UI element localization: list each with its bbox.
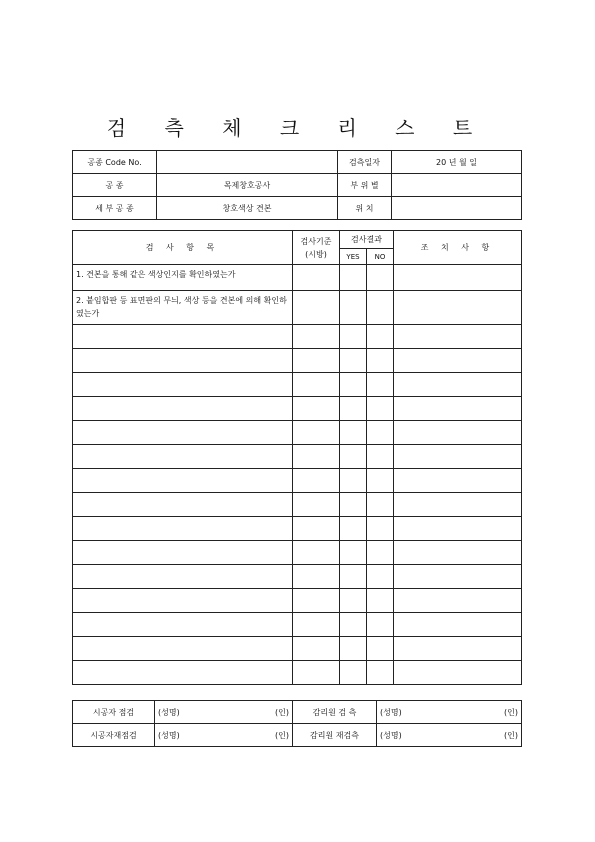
yes-checkbox-cell[interactable] <box>340 265 367 291</box>
table-row <box>73 637 522 661</box>
action-cell[interactable] <box>394 637 522 661</box>
location-label: 위 치 <box>338 197 392 220</box>
table-row <box>73 613 522 637</box>
location-field[interactable] <box>392 197 522 220</box>
action-cell[interactable] <box>394 565 522 589</box>
no-checkbox-cell[interactable] <box>367 469 394 493</box>
no-checkbox-cell[interactable] <box>367 373 394 397</box>
item-cell <box>73 517 293 541</box>
item-cell: 1. 견본을 통해 같은 색상인지를 확인하였는가 <box>73 265 293 291</box>
yes-checkbox-cell[interactable] <box>340 565 367 589</box>
name-placeholder: (성명) <box>380 707 402 717</box>
header-result: 검사결과 <box>340 231 394 249</box>
supervisor-inspection-sign[interactable] <box>377 701 522 724</box>
yes-checkbox-cell[interactable] <box>340 349 367 373</box>
yes-checkbox-cell[interactable] <box>340 325 367 349</box>
table-row <box>73 397 522 421</box>
table-row <box>73 565 522 589</box>
action-cell[interactable] <box>394 349 522 373</box>
item-cell <box>73 661 293 685</box>
header-action: 조 치 사 항 <box>394 231 522 265</box>
no-checkbox-cell[interactable] <box>367 541 394 565</box>
header-no: NO <box>367 249 394 265</box>
criteria-cell[interactable] <box>293 421 340 445</box>
action-cell[interactable] <box>394 493 522 517</box>
criteria-cell[interactable] <box>293 445 340 469</box>
criteria-cell[interactable] <box>293 589 340 613</box>
table-row <box>73 373 522 397</box>
no-checkbox-cell[interactable] <box>367 445 394 469</box>
no-checkbox-cell[interactable] <box>367 661 394 685</box>
criteria-cell[interactable] <box>293 493 340 517</box>
criteria-cell[interactable] <box>293 541 340 565</box>
no-checkbox-cell[interactable] <box>367 613 394 637</box>
table-row <box>73 291 522 325</box>
action-cell[interactable] <box>394 265 522 291</box>
item-cell <box>73 589 293 613</box>
signature-table <box>72 700 522 747</box>
action-cell[interactable] <box>394 373 522 397</box>
action-cell[interactable] <box>394 421 522 445</box>
work-code-label: 공종 Code No. <box>73 151 157 174</box>
info-table <box>72 150 522 220</box>
yes-checkbox-cell[interactable] <box>340 661 367 685</box>
criteria-cell[interactable] <box>293 517 340 541</box>
action-cell[interactable] <box>394 541 522 565</box>
action-cell[interactable] <box>394 469 522 493</box>
work-type-label: 공 종 <box>73 174 157 197</box>
table-row <box>73 493 522 517</box>
item-cell <box>73 373 293 397</box>
yes-checkbox-cell[interactable] <box>340 421 367 445</box>
header-criteria-line2: (시방) <box>305 249 327 259</box>
item-cell <box>73 493 293 517</box>
table-row <box>73 349 522 373</box>
supervisor-reinspection-sign[interactable] <box>377 724 522 747</box>
inspection-date-label: 검측일자 <box>338 151 392 174</box>
no-checkbox-cell[interactable] <box>367 291 394 325</box>
no-checkbox-cell[interactable] <box>367 589 394 613</box>
yes-checkbox-cell[interactable] <box>340 637 367 661</box>
work-type-value[interactable]: 목제창호공사 <box>157 174 338 197</box>
yes-checkbox-cell[interactable] <box>340 445 367 469</box>
no-checkbox-cell[interactable] <box>367 325 394 349</box>
yes-checkbox-cell[interactable] <box>340 517 367 541</box>
action-cell[interactable] <box>394 445 522 469</box>
criteria-cell[interactable] <box>293 291 340 325</box>
yes-checkbox-cell[interactable] <box>340 291 367 325</box>
supervisor-reinspection-label: 감리원 재검측 <box>293 724 377 747</box>
header-yes: YES <box>340 249 367 265</box>
contractor-check-label: 시공자 점검 <box>73 701 155 724</box>
contractor-recheck-sign[interactable] <box>155 724 293 747</box>
contractor-recheck-label: 시공자재점검 <box>73 724 155 747</box>
yes-checkbox-cell[interactable] <box>340 613 367 637</box>
item-cell <box>73 349 293 373</box>
criteria-cell[interactable] <box>293 565 340 589</box>
no-checkbox-cell[interactable] <box>367 397 394 421</box>
inspection-date-field[interactable]: 20 년 월 일 <box>392 151 522 174</box>
yes-checkbox-cell[interactable] <box>340 469 367 493</box>
action-cell[interactable] <box>394 613 522 637</box>
checklist-rows <box>73 265 522 685</box>
action-cell[interactable] <box>394 661 522 685</box>
yes-checkbox-cell[interactable] <box>340 589 367 613</box>
yes-checkbox-cell[interactable] <box>340 541 367 565</box>
table-row <box>73 517 522 541</box>
criteria-cell[interactable] <box>293 349 340 373</box>
yes-checkbox-cell[interactable] <box>340 493 367 517</box>
table-row <box>73 325 522 349</box>
header-criteria-line1: 검사기준 <box>300 236 332 246</box>
yes-checkbox-cell[interactable] <box>340 373 367 397</box>
table-row <box>73 661 522 685</box>
table-row <box>73 469 522 493</box>
checklist-table <box>72 230 522 685</box>
table-row <box>73 589 522 613</box>
item-cell: 2. 붙임합판 등 표면판의 무늬, 색상 등을 견본에 의해 확인하였는가 <box>73 291 293 325</box>
item-cell <box>73 637 293 661</box>
work-code-field[interactable] <box>157 151 338 174</box>
table-row <box>73 265 522 291</box>
action-cell[interactable] <box>394 589 522 613</box>
no-checkbox-cell[interactable] <box>367 421 394 445</box>
criteria-cell[interactable] <box>293 373 340 397</box>
sub-work-value[interactable]: 창호색상 견본 <box>157 197 338 220</box>
name-placeholder: (성명) <box>158 730 180 740</box>
name-placeholder: (성명) <box>380 730 402 740</box>
no-checkbox-cell[interactable] <box>367 517 394 541</box>
supervisor-inspection-label: 감리원 검 측 <box>293 701 377 724</box>
item-cell <box>73 565 293 589</box>
criteria-cell[interactable] <box>293 637 340 661</box>
sub-work-label: 세 부 공 종 <box>73 197 157 220</box>
no-checkbox-cell[interactable] <box>367 637 394 661</box>
no-checkbox-cell[interactable] <box>367 349 394 373</box>
item-cell <box>73 613 293 637</box>
yes-checkbox-cell[interactable] <box>340 397 367 421</box>
contractor-check-sign[interactable] <box>155 701 293 724</box>
criteria-cell[interactable] <box>293 397 340 421</box>
item-cell <box>73 469 293 493</box>
seal-placeholder: (인) <box>275 730 289 740</box>
seal-placeholder: (인) <box>275 707 289 717</box>
seal-placeholder: (인) <box>504 730 518 740</box>
section-field[interactable] <box>392 174 522 197</box>
no-checkbox-cell[interactable] <box>367 265 394 291</box>
criteria-cell[interactable] <box>293 325 340 349</box>
item-cell <box>73 325 293 349</box>
name-placeholder: (성명) <box>158 707 180 717</box>
page-title: 검 측 체 크 리 스 트 <box>106 116 489 140</box>
item-cell <box>73 541 293 565</box>
table-row <box>73 421 522 445</box>
item-cell <box>73 445 293 469</box>
no-checkbox-cell[interactable] <box>367 493 394 517</box>
table-row <box>73 541 522 565</box>
header-item: 검 사 항 목 <box>73 231 293 265</box>
action-cell[interactable] <box>394 517 522 541</box>
item-cell <box>73 421 293 445</box>
action-cell[interactable] <box>394 291 522 325</box>
action-cell[interactable] <box>394 397 522 421</box>
criteria-cell[interactable] <box>293 265 340 291</box>
no-checkbox-cell[interactable] <box>367 565 394 589</box>
item-cell <box>73 397 293 421</box>
header-criteria <box>293 231 340 265</box>
action-cell[interactable] <box>394 325 522 349</box>
criteria-cell[interactable] <box>293 469 340 493</box>
section-label: 부 위 별 <box>338 174 392 197</box>
table-row <box>73 445 522 469</box>
seal-placeholder: (인) <box>504 707 518 717</box>
criteria-cell[interactable] <box>293 613 340 637</box>
criteria-cell[interactable] <box>293 661 340 685</box>
